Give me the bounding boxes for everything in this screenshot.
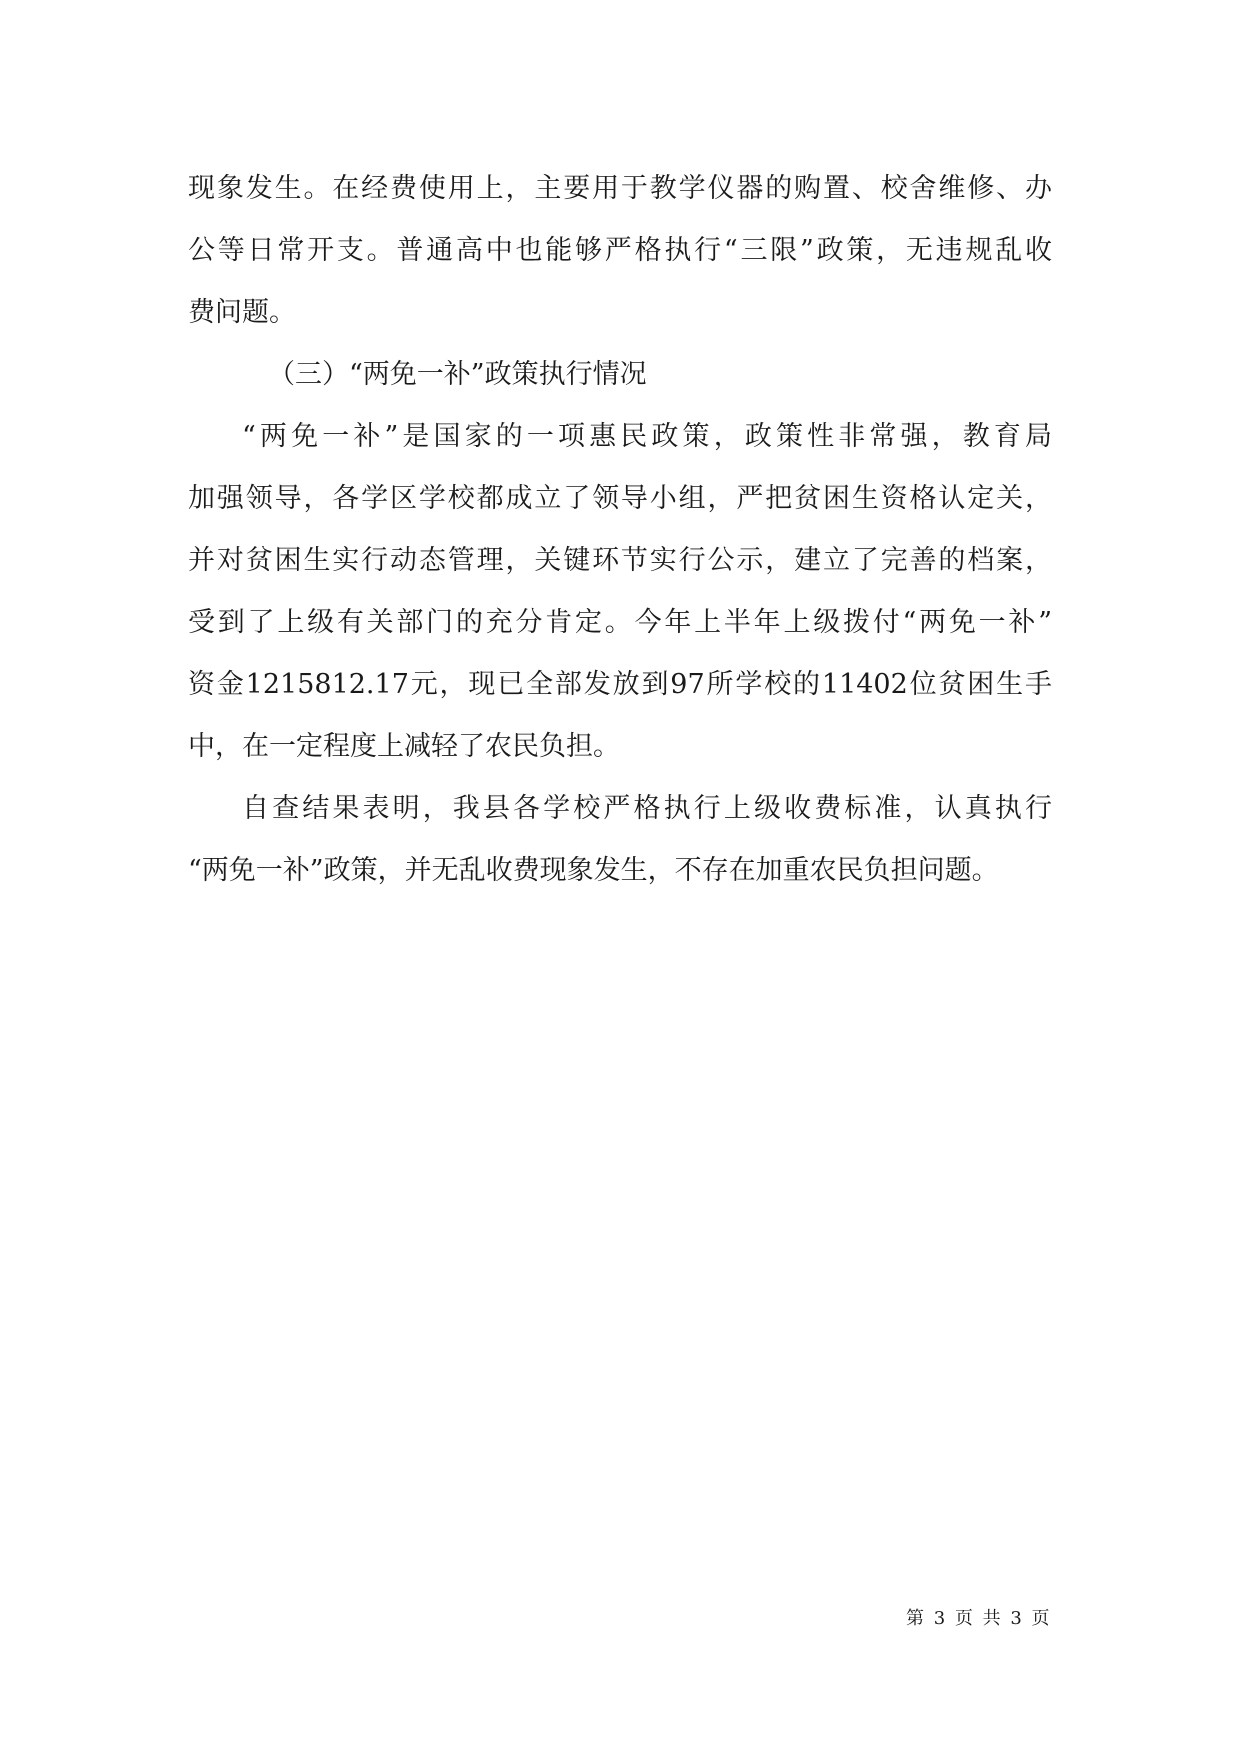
paragraph-line: 加强领导，各学区学校都成立了领导小组，严把贫困生资格认定关，	[188, 483, 1052, 514]
paragraph-line: 自查结果表明，我县各学校严格执行上级收费标准，认真执行	[242, 793, 1052, 824]
section-heading: （三）“两免一补”政策执行情况	[268, 359, 647, 390]
paragraph-line: 并对贫困生实行动态管理，关键环节实行公示，建立了完善的档案，	[188, 545, 1052, 576]
paragraph-line: 现象发生。在经费使用上，主要用于教学仪器的购置、校舍维修、办	[188, 173, 1052, 204]
paragraph-line: 中，在一定程度上减轻了农民负担。	[188, 731, 620, 762]
paragraph-line: 受到了上级有关部门的充分肯定。今年上半年上级拨付“两免一补”	[188, 607, 1052, 638]
paragraph-line: 费问题。	[188, 297, 296, 328]
paragraph-line: 资金1215812.17元，现已全部发放到97所学校的11402位贫困生手	[188, 669, 1052, 700]
paragraph-line: 公等日常开支。普通高中也能够严格执行“三限”政策，无违规乱收	[188, 235, 1052, 266]
paragraph-line: “两免一补”是国家的一项惠民政策，政策性非常强，教育局	[242, 421, 1052, 452]
document-body	[188, 158, 1052, 902]
paragraph-line: “两免一补”政策，并无乱收费现象发生，不存在加重农民负担问题。	[188, 855, 999, 886]
page-number-footer: 第 3 页 共 3 页	[906, 1608, 1050, 1629]
